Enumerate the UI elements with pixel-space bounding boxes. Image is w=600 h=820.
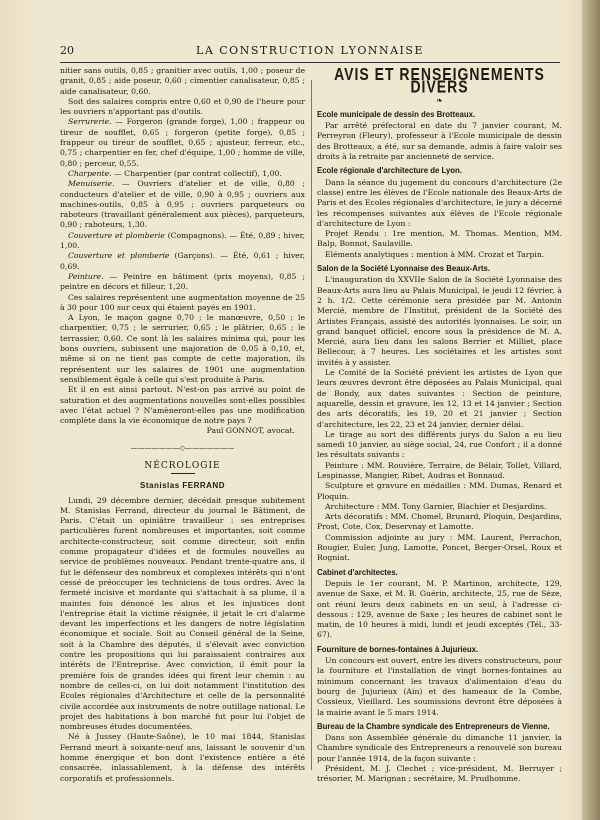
necrology-title: NÉCROLOGIE: [144, 460, 221, 471]
jury-peinture: Peinture : MM. Rouvière, Terraire, de Bélair, Tollet, Villard, Lespinasse, Mangier, Ribet, Audras et Bonnaud.: [317, 460, 562, 480]
jury-architecture: Architecture : MM. Tony Garnier, Blachier et Desjardins.: [325, 501, 547, 511]
notice-heading-bornes: Fourniture de bornes-fontaines à Jujurieux.: [317, 644, 479, 654]
wages-paragraph: nitier sans outils, 0,85 ; granitier avec outils, 1,00 ; poseur de granit, 0,85 ; aide poseur, 0,60 ; cimentier canalisateur, 0,85 ; aide canalisateur, 0,60.: [60, 66, 305, 96]
jury-commission: Commission adjointe au jury : MM. Laurent, Perrachon, Rougier, Euler, Jung, Lamotte, Poncet, Berger-Orsel, Roux et Rogniat.: [317, 532, 562, 563]
trade-serrurerie: Serrurerie. — Forgeron (grande forge), 1,00 ; frappeur ou tireur de soufflet, 0,65 ; forgeron (petite forge), 0,85 ; frappeur ou tireur de soufflet, 0,65 ; ajusteur, ferreur, etc., 0,75 ; charpentier en fer, chef d'équipe, 1,00 ; homme de ville, 0,80 ; perceur, 0,55.: [60, 117, 305, 168]
jury-arts-decoratifs: Arts décoratifs : MM. Chomel, Brunard, Ploquin, Desjardins, Prost, Cote, Cox, Deservnay et Lamotte.: [317, 512, 562, 532]
notice-salon-draw: Le tirage au sort des différents jurys du Salon a eu lieu samedi 10 janvier, au siège social, 24, rue Confort ; il a donné les résultats suivants :: [317, 429, 562, 460]
trade-couverture-compagnons: Couverture et plomberie (Compagnons). — Été, 0,89 ; hiver, 1,00.: [60, 230, 305, 251]
fleuron-icon: ❧: [436, 95, 443, 105]
author-signature: Paul GONNOT, avocat.: [206, 426, 295, 436]
right-column: [317, 63, 562, 785]
section-separator: ———————◇———————: [130, 443, 235, 452]
notice-ecole-elements: Eléments analytiques : mention à MM. Crozat et Tarpin.: [325, 249, 545, 259]
trade-peinture: Peinture. — Peintre en bâtiment (prix moyens), 0,85 ; peintre en décors et filleur, 1,20.: [60, 271, 305, 292]
notice-chambre-text: Dans son Assemblée générale du dimanche 11 janvier, la Chambre syndicale des Entrepreneurs a renouvelé son bureau pour l'année 1914, de la façon suivante :: [317, 733, 562, 763]
notice-ecole-text: Dans la séance du jugement du concours d'architecture (2e classe) entre les élèves de l'Ecole nationale des Beaux-Arts de Paris et des Ecoles régionales d'architecture, le jury a décerné les récompenses suivantes aux élèves de l'Ecole régionale d'architecture de Lyon :: [317, 177, 562, 228]
wages-increase-paragraph: Ces salaires représentent une augmentation moyenne de 25 à 30 pour 100 sur ceux qui étaient payés en 1901.: [60, 292, 305, 312]
necrology-paragraph-1: Lundi, 29 décembre dernier, décédait presque subitement M. Stanislas Ferrand, directeur du journal le Bâtiment, de Paris. C'était un opiniâtre travailleur : ses entreprises particulières furent nombreuses et importantes, soit comme architecte-constructeur, soit comme directeur, soit enfin comme propagateur d'idées et de formules nouvelles au service de problèmes nouveaux. Pendant trente-quatre ans, il fut le défenseur des nombreux et complexes intérêts qui n'ont cessé de préoccuper les techniciens de tous ordres. Avec la fermeté incisive et mordante qui s'attachait à sa plume, il a maintes fois dénoncé les abus et les injustices dont l'entreprise était la victime résignée, il jetait le cri d'alarme devant les imperfections et les dangers de notre législation économique et sociale. Soit au Conseil général de la Seine, soit à la Chambre des députés, il s'élevait avec conviction contre les propositions qui lui paraissaient contraires aux intérêts de l'Entreprise. Avec conviction, il émit pour la première fois de grandes idées qui firent leur chemin : au nombre de celles-ci, on lui doit notamment l'institution des Ecoles régionales d'Architecture et celle de la personnalité civile accordée aux instruments de notre outillage national. Le projet des habitations à bon marché fut pour lui l'objet de nombreuses études documentées.: [60, 495, 305, 732]
trade-charpente: Charpente. — Charpentier (par contrat collectif), 1,00.: [68, 168, 282, 178]
notice-bornes-text: Un concours est ouvert, entre les divers constructeurs, pour la fourniture et l'installation de vingt bornes-fontaines au minimum concernant les travaux d'alimentaion d'eau du bourg de Jujurieux (Ain) et des hameaux de la Combe, Cossieux, Vieillard. Les soumissions devront être déposées à la mairie avant le 5 mars 1914.: [317, 656, 562, 717]
necrology-rule: [171, 473, 195, 474]
notice-heading-cabinet: Cabinet d'architectes.: [317, 567, 398, 577]
lyon-wages-paragraph: A Lyon, le maçon gagne 0,70 ; le manœuvre, 0,50 ; le charpentier, 0,75 ; le serrurier, 0,65 ; le plâtrier, 0,65 ; le terrassier, 0,60. Ce sont là les salaires minima qui, pour les bons ouvriers, subissent une majoration de 0,05 à 0,10, et, même si on ne tient pas compte de cette majoration, ils représentent sur les salaires de 1901 une augmentation sensiblement égale à celle qui s'est produite à Paris.: [60, 313, 305, 384]
notices-title: AVIS ET RENSEIGNEMENTS DIVERS: [334, 63, 545, 97]
conclusion-paragraph: Et il en est ainsi partout. N'est-on pas arrivé au point de saturation et des augmentations nouvelles sont-elles possibles avec l'état actuel ? N'amèneront-elles pas une modification complète dans la vie économique de notre pays ?: [60, 385, 305, 426]
notice-heading-salon: Salon de la Société Lyonnaise des Beaux-Arts.: [317, 264, 491, 274]
notice-ecole-projet: Projet Rendu : 1re mention, M. Thomas. Mention, MM. Balp, Bonnot, Saulaville.: [317, 229, 562, 249]
necrology-name: Stanislas FERRAND: [140, 481, 225, 491]
notice-heading-brotteaux: Ecole municipale de dessin des Brotteaux.: [317, 109, 476, 119]
notice-heading-ecole-regionale: Ecole régionale d'architecture de Lyon.: [317, 166, 462, 176]
jury-sculpture: Sculpture et gravure en médailles : MM. Dumas, Renard et Ploquin.: [317, 481, 562, 501]
page-binding-edge: [582, 0, 600, 820]
notice-salon-deposit: Le Comité de la Société prévient les artistes de Lyon que leurs œuvres devront être déposées au Palais Municipal, quai de Bondy, aux dates suivantes : Section de peinture, aquarelle, dessin et gravure, les 12, 13 et 14 janvier ; Section des arts décoratifs, les 19, 20 et 21 janvier ; Section d'architecture, les 22, 23 et 24 janvier, dernier délai.: [317, 368, 562, 429]
column-divider: [311, 80, 312, 770]
left-column: [60, 66, 305, 784]
notice-chambre-bureau: Président, M. J. Clechet ; vice-président, M. Berruyer ; trésorier, M. Marignan ; secrétaire, M. Prudhomme.: [317, 764, 562, 784]
trade-couverture-garcons: Couverture et plomberie (Garçons). — Été, 0,61 ; hiver, 0,69.: [60, 251, 305, 271]
notice-heading-chambre-vienne: Bureau de la Chambre syndicale des Entrepreneurs de Vienne.: [317, 721, 550, 731]
notice-cabinet-text: Depuis le 1er courant, M. P. Martinon, architecte, 129, avenue de Saxe, et M. B. Guérin, architecte, 25, rue de Sèze, ont réuni leurs deux cabinets en un seul, à l'adresse ci-dessous : 129, avenue de Saxe ; les heures de cabinet sont le matin, de 10 heures à midi, lundi et jeudi exceptés (Tél., 33-67).: [317, 578, 562, 640]
notice-brotteaux-text: Par arrêté préfectoral en date du 7 janvier courant, M. Perreyron (Fleury), professeur à l'Ecole municipale de dessin des Brotteaux, a été, sur sa demande, admis à faire valoir ses droits à la retraite par ancienneté de service.: [317, 121, 562, 162]
page-header: [60, 44, 560, 60]
notice-salon-inauguration: L'inauguration du XXVIIe Salon de la Société Lyonnaise des Beaux-Arts aura lieu au Palais Municipal, le jeudi 12 février, à 2 h. 1/2. Cette cérémonie sera présidée par M. Antonin Mercié, membre de l'Institut, président de la Société des Artistes Français, assisté des autorités lyonnaises. Le soir, un grand banquet officiel, encore sous la présidence de M. A. Mercié, aura lieu dans les salons Berrier et Milliet, place Bellecour, à 7 heures. Les sociétaires et les artistes sont invités à y assister.: [317, 275, 562, 367]
page-number: 20: [60, 44, 74, 57]
trade-menuiserie: Menuiserie. — Ouvriers d'atelier et de ville, 0,80 ; conducteurs d'atelier et de ville, 0,90 à 0,95 ; ouvriers aux machines-outils, 0,85 à 0,95 ; ouvriers parqueteurs ou raboteurs (travaillant généralement aux pièces), parqueteurs, 0,90 ; raboteurs, 1,30.: [60, 179, 305, 230]
wages-summary: Soit des salaires compris entre 0,60 et 0,90 de l'heure pour les ouvriers n'apportant pas d'outils.: [60, 96, 305, 117]
necrology-paragraph-2: Né à Jussey (Haute-Saône), le 10 mai 1844, Stanislas Ferrand meurt à soixante-neuf ans, laissant le souvenir d'un homme énergique et bon dont l'existence entière a été consacrée, inlassablement, à la défense des intérêts corporatifs et professionnels.: [60, 732, 305, 783]
journal-title: LA CONSTRUCTION LYONNAISE: [196, 44, 424, 57]
